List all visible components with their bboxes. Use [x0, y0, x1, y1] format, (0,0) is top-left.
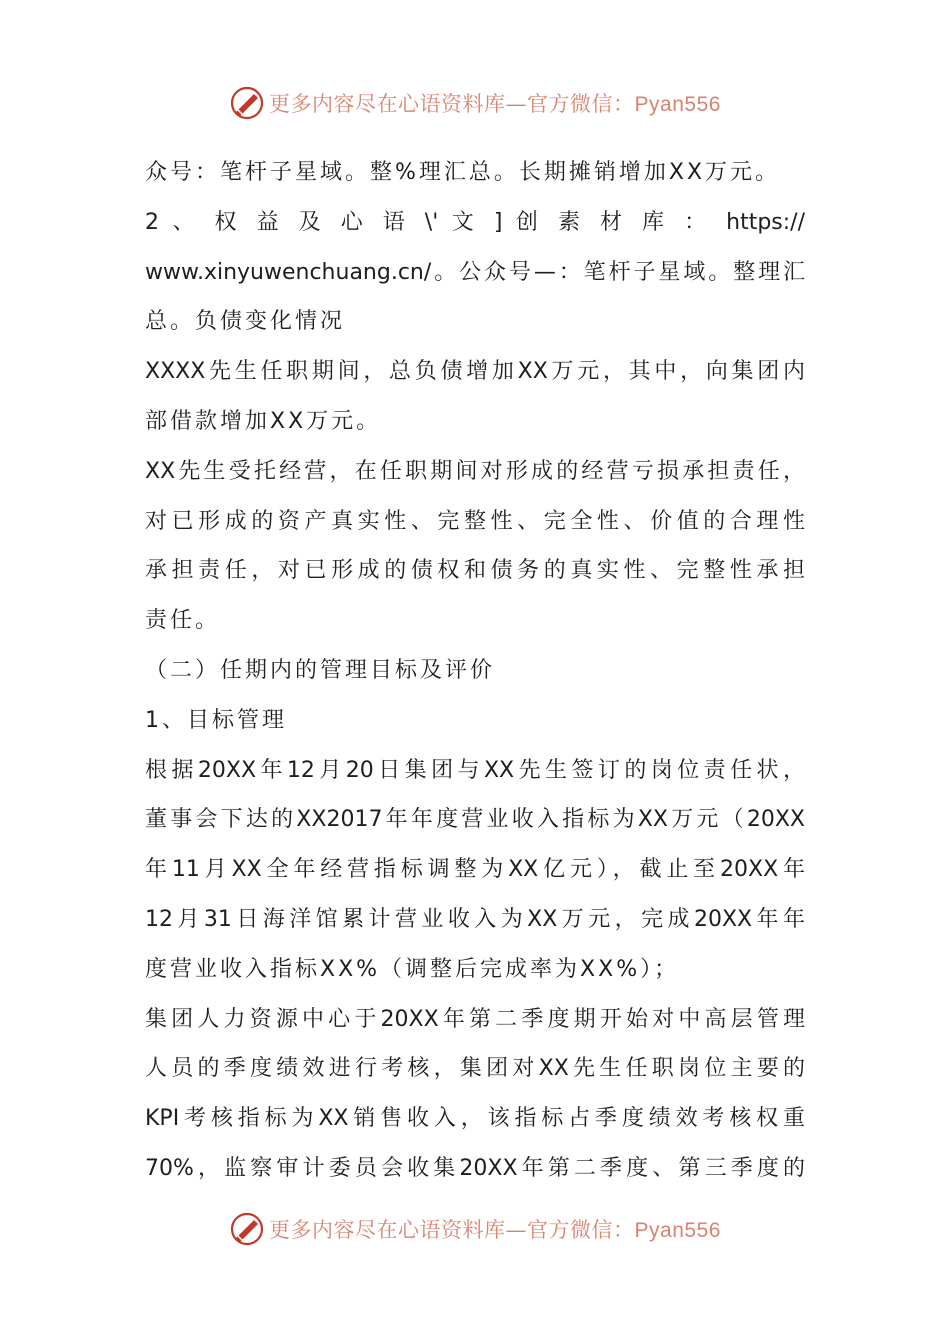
text-line: 部借款增加XX万元。 — [145, 408, 382, 434]
text-line: 根据20XX年12月20日集团与XX先生签订的岗位责任状， — [145, 757, 805, 783]
banner-text: 更多内容尽在心语资料库—官方微信：Pyan556 — [269, 1218, 721, 1242]
text-line: XXXX先生任职期间，总负债增加XX万元，其中，向集团内 — [145, 359, 805, 385]
pen-logo-icon — [229, 85, 265, 121]
subsection-heading: 1、目标管理 — [145, 707, 287, 733]
text-line: 董事会下达的XX2017年年度营业收入指标为XX万元（20XX — [145, 807, 805, 833]
text-line: 承担责任，对已形成的债权和债务的真实性、完整性承担 — [145, 558, 805, 584]
header-watermark-banner — [0, 80, 950, 126]
text-line: 对已形成的资产真实性、完整性、完全性、价值的合理性 — [145, 508, 805, 534]
banner-text: 更多内容尽在心语资料库—官方微信：Pyan556 — [269, 92, 721, 116]
text-line: XX先生受托经营，在任职期间对形成的经营亏损承担责任， — [145, 458, 805, 484]
text-line: 集团人力资源中心于20XX年第二季度期开始对中高层管理 — [145, 1006, 805, 1032]
text-line: 总。负债变化情况 — [145, 309, 346, 335]
text-line: 12月31日海洋馆累计营业收入为XX万元，完成20XX年年 — [145, 906, 805, 932]
section-heading: （二）任期内的管理目标及评价 — [145, 657, 496, 683]
text-line: 度营业收入指标XX%（调整后完成率为XX%）； — [145, 956, 680, 982]
text-line: 70%，监察审计委员会收集20XX年第二季度、第三季度的 — [145, 1155, 805, 1181]
text-line: 2 、 权 益 及 心 语 \' 文 ] 创 素 材 库 ： https:// — [145, 209, 805, 235]
text-line: 年11月XX全年经营指标调整为XX亿元），截止至20XX年 — [145, 857, 805, 883]
text-line: 责任。 — [145, 608, 221, 634]
pen-logo-icon — [229, 1211, 265, 1247]
text-line: www.xinyuwenchuang.cn/。公众号—：笔杆子星域。整理汇 — [145, 259, 805, 285]
text-line: 人员的季度绩效进行考核，集团对XX先生任职岗位主要的 — [145, 1056, 805, 1082]
text-line: 众号：笔杆子星域。整%理汇总。长期摊销增加XX万元。 — [145, 160, 781, 185]
document-body — [145, 148, 805, 1194]
text-line: KPI考核指标为XX销售收入，该指标占季度绩效考核权重 — [145, 1106, 805, 1132]
footer-watermark-banner — [0, 1206, 950, 1252]
